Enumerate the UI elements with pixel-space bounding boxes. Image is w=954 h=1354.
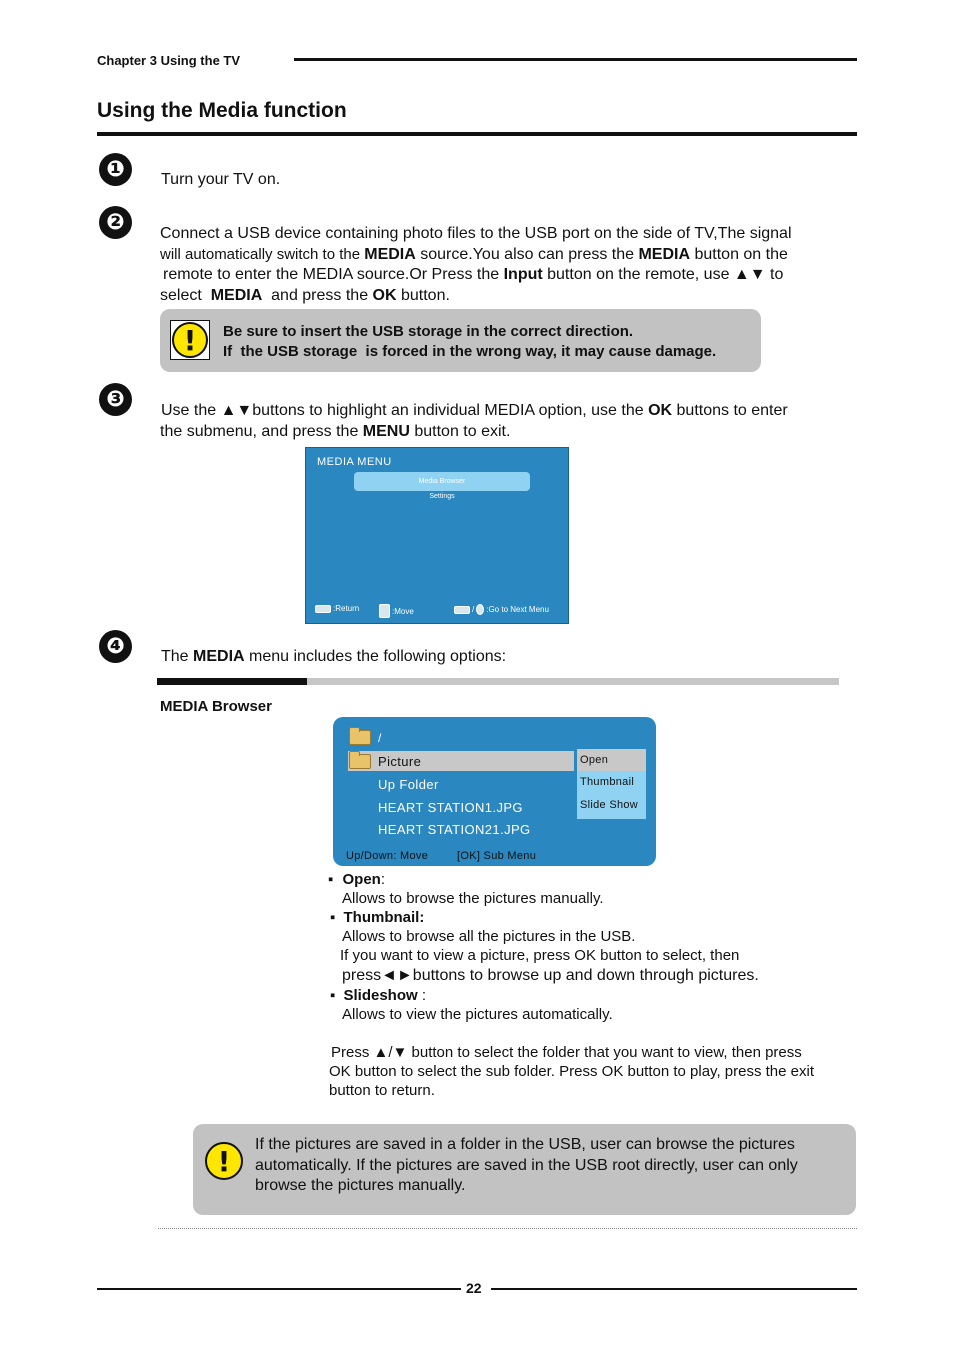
folder-icon <box>349 730 371 745</box>
text-bold: OK <box>648 402 673 419</box>
text-bold: MEDIA <box>210 286 263 304</box>
path-label: / <box>378 731 382 745</box>
step-2-number: ❷ <box>99 206 132 239</box>
bullet: ▪ <box>328 871 334 888</box>
folder-icon <box>349 754 371 769</box>
step-2-line-3 <box>160 265 850 286</box>
text: The <box>161 648 194 665</box>
step-3-number: ❸ <box>99 383 132 416</box>
step-3-line-2 <box>160 422 851 443</box>
step-2-text <box>160 224 850 306</box>
menu-item-settings[interactable]: Settings <box>429 493 455 500</box>
footer-rule-right <box>491 1288 857 1290</box>
option-thumbnail-label: Thumbnail: <box>343 909 425 926</box>
menu-item-media-browser[interactable]: Media Browser <box>354 472 530 491</box>
warning-box-folder <box>193 1124 856 1215</box>
text-bold: MEDIA <box>364 245 416 263</box>
step-2-line-1: Connect a USB device containing photo files to the USB port on the side of TV,The signal <box>160 225 792 242</box>
separator: / <box>472 605 475 614</box>
warning-line-1: Be sure to insert the USB storage in the correct direction. <box>223 323 634 340</box>
footer-next-label: :Go to Next Menu <box>486 605 549 614</box>
warning-icon: ! <box>172 322 208 358</box>
media-browser-screen <box>333 717 656 866</box>
instructions-line-3: button to return. <box>329 1082 435 1099</box>
step-4-number: ❹ <box>99 630 132 663</box>
warning-line-2: automatically. If the pictures are saved in the USB root directly, user can only <box>255 1156 798 1174</box>
instructions <box>329 1043 854 1100</box>
warning-line-1: If the pictures are saved in a folder in the USB, user can browse the pictures <box>255 1136 795 1153</box>
footer-return <box>315 604 359 613</box>
warning-line-3: browse the pictures manually. <box>255 1177 466 1194</box>
title-rule <box>97 132 857 136</box>
warning-icon: ! <box>205 1142 243 1180</box>
option-slideshow <box>330 986 426 1005</box>
step-2-line-2 <box>160 245 850 266</box>
sub-menu-slide-show[interactable]: Slide Show <box>580 799 639 811</box>
bullet: ▪ <box>330 987 336 1004</box>
option-open <box>328 870 385 889</box>
warning-text <box>223 322 716 361</box>
file-item-up-folder[interactable]: Up Folder <box>378 777 439 792</box>
sub-menu <box>577 749 646 819</box>
chapter-rule <box>294 58 857 61</box>
text: select <box>160 286 211 304</box>
step-3-text <box>161 401 851 442</box>
warning-text <box>255 1135 798 1197</box>
step-1-text: Turn your TV on. <box>161 171 281 188</box>
option-thumbnail-desc-2: If you want to view a picture, press OK button to select, then <box>340 947 740 964</box>
file-item-heart-station21[interactable]: HEART STATION21.JPG <box>378 822 531 837</box>
menu-key-icon <box>315 605 331 613</box>
step-4-text <box>161 647 506 668</box>
text: button to exit. <box>409 422 511 440</box>
footer-submenu-hint: [OK] Sub Menu <box>457 850 537 862</box>
option-thumbnail-desc-1: Allows to browse all the pictures in the USB. <box>342 928 636 945</box>
option-slideshow-label: Slideshow <box>343 987 418 1004</box>
text: button on the <box>690 245 788 263</box>
text: will automatically switch to the <box>160 245 365 263</box>
text: and press the <box>262 286 373 304</box>
footer-rule-left <box>97 1288 461 1290</box>
step-3-line-1 <box>161 401 851 422</box>
option-open-label: Open <box>342 871 381 888</box>
option-thumbnail-desc-3: press◄►buttons to browse up and down through pictures. <box>342 967 759 984</box>
sub-menu-open[interactable]: Open <box>580 754 609 766</box>
text-bold: MEDIA <box>638 245 691 263</box>
page-title: Using the Media function <box>97 99 347 122</box>
text-bold: OK <box>372 286 397 304</box>
warning-line-2: If the USB storage is forced in the wrong way, it may cause damage. <box>223 342 717 360</box>
text: the submenu, and press the <box>160 422 363 440</box>
footer-move-hint: Up/Down: Move <box>346 850 429 862</box>
step-2-line-4 <box>160 286 850 307</box>
colon: : <box>380 871 386 888</box>
colon: : <box>417 987 427 1004</box>
instructions-line-2: OK button to select the sub folder. Press OK button to play, press the exit <box>329 1063 814 1080</box>
ok-key-icon <box>454 606 470 614</box>
text-bold: MENU <box>362 422 410 440</box>
footer-next <box>454 604 549 615</box>
arrow-keys-icon <box>379 604 390 618</box>
text-bold: MEDIA <box>193 648 245 665</box>
text: menu includes the following options: <box>244 648 507 665</box>
file-item-picture[interactable]: Picture <box>378 754 422 769</box>
section-bar-accent <box>157 678 307 685</box>
text: Use the ▲▼buttons to highlight an individual MEDIA option, use the <box>161 402 649 419</box>
text: remote to enter the MEDIA source.Or Press the <box>163 266 504 283</box>
option-slideshow-desc: Allows to view the pictures automatically. <box>342 1006 613 1023</box>
footer-move-label: :Move <box>392 606 414 616</box>
step-1-number: ❶ <box>99 153 132 186</box>
chapter-label: Chapter 3 Using the TV <box>97 53 241 68</box>
media-menu-header: MEDIA MENU <box>317 456 392 468</box>
bullet: ▪ <box>330 909 336 926</box>
option-open-desc: Allows to browse the pictures manually. <box>342 890 604 907</box>
sub-menu-thumbnail[interactable]: Thumbnail <box>580 776 635 788</box>
text: source.You also can press the <box>415 245 639 263</box>
text: button on the remote, use ▲▼ to <box>542 266 784 283</box>
footer-move <box>379 604 414 618</box>
warning-box-usb <box>160 309 761 372</box>
warning-icon-frame <box>170 320 210 360</box>
text-bold: Input <box>503 266 543 283</box>
file-item-heart-station1[interactable]: HEART STATION1.JPG <box>378 800 523 815</box>
media-browser-heading: MEDIA Browser <box>160 698 272 715</box>
text: buttons to enter <box>672 402 788 419</box>
instructions-line-1: Press ▲/▼ button to select the folder that you want to view, then press <box>331 1044 802 1061</box>
footer-return-label: :Return <box>333 604 360 613</box>
page-number: 22 <box>466 1280 482 1296</box>
text: button. <box>396 286 450 304</box>
right-key-icon <box>476 604 484 615</box>
dotted-divider <box>158 1228 857 1229</box>
media-menu-screen <box>305 447 569 624</box>
option-thumbnail <box>330 908 424 927</box>
